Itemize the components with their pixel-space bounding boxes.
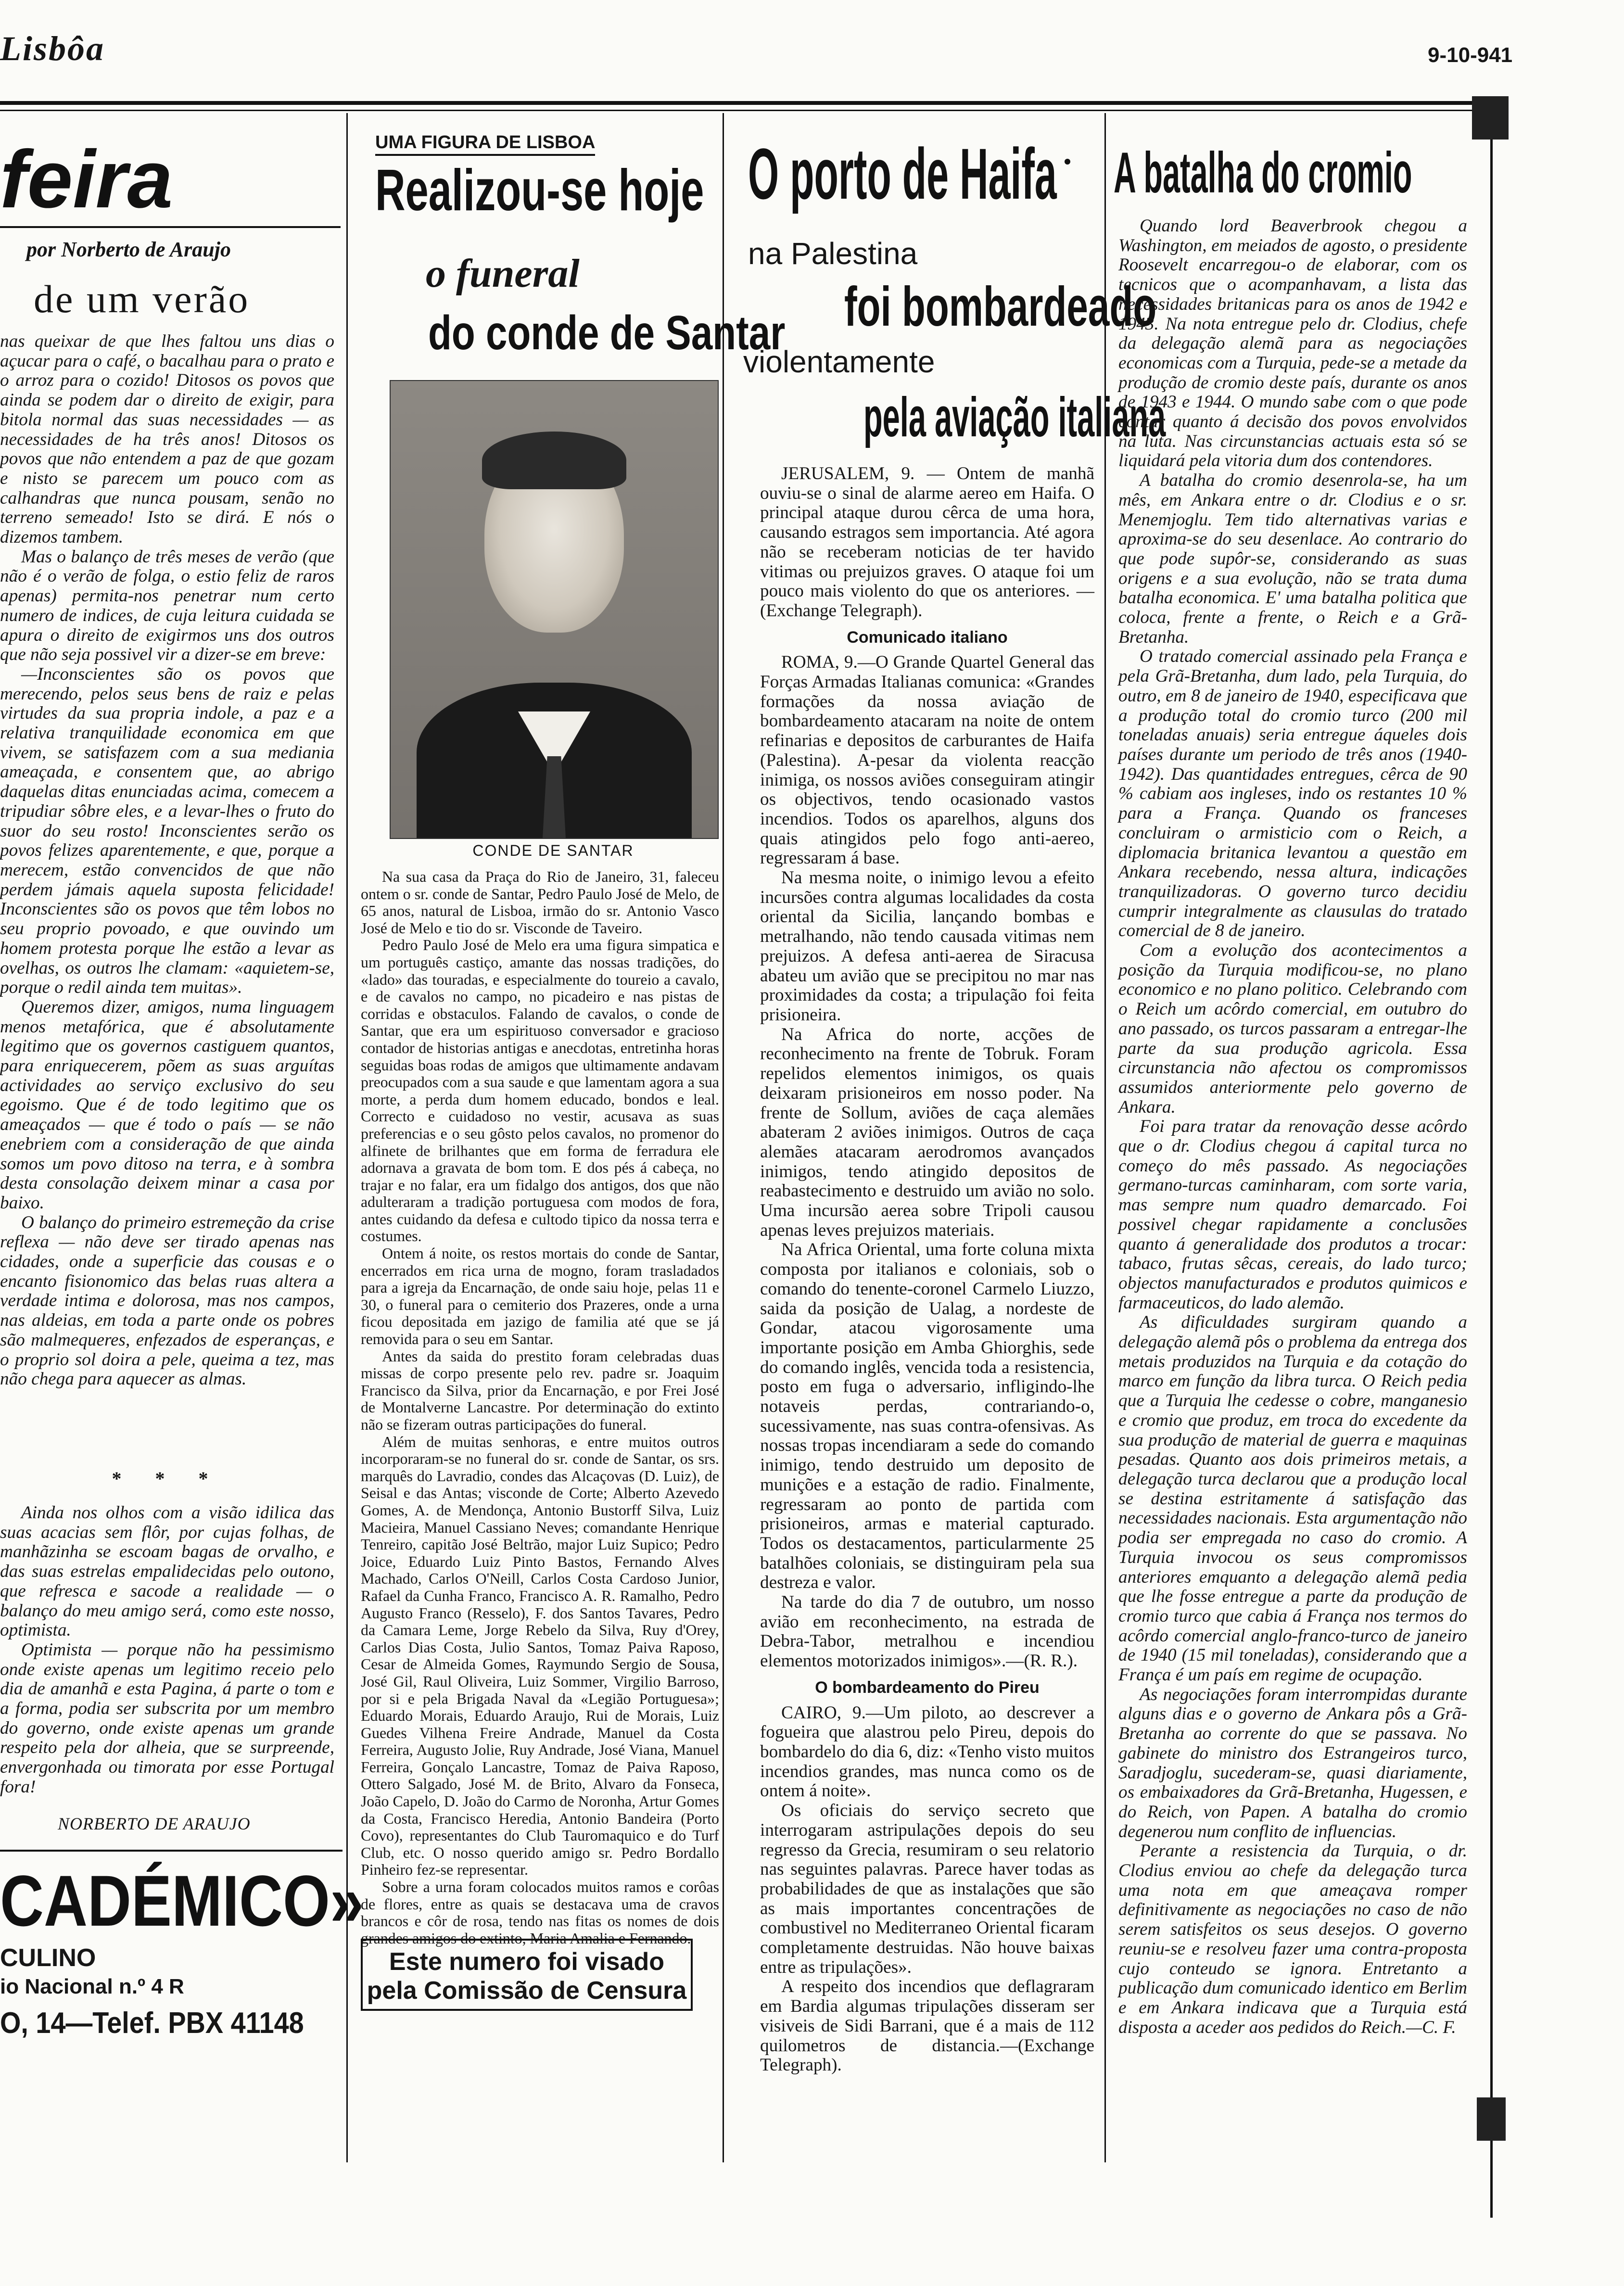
- masthead-rule: [0, 101, 1506, 105]
- masthead-date: 9-10-941: [1428, 43, 1513, 67]
- censor-box: [361, 1939, 693, 2011]
- col1-ad-rule: [0, 1850, 343, 1852]
- col4-paragraph: Perante a resistencia da Turquia, o dr. Clodius enviou ao chefe da delegação turca uma nota em que ameaçava romper definitivamente as negociações no caso de não serem satisfeitos os seus desejos. O governo reuniu-se e resolveu fazer uma contra-proposta cujo conteudo se ignora. Entretanto a publicação dum comunicado identico em Berlim e em Ankara indicava que a Turquia está disposta a aceder aos pedidos do Reich.—C. F.: [1118, 1841, 1467, 2037]
- col1-paragraph: —Inconscientes são os povos que merecendo, pelos seus bens de raiz e pelas virtudes da sua propria indole, a paz e a relativa tranquilidade economica em que vivem, se satisfazem com a sua mediania ameaçada, e consentem que, ao abrigo daquelas ditas enunciadas acima, comecem a tripudiar sôbre eles, e a levar-lhes o fruto do suor do seu rosto! Inconscientes serão os povos felizes aparentemente, e que, porque a merecem, estão convencidos de que não perdem jámais aquela suposta felicidade! Inconscientes são os povos que têm lobos no seu proprio povoado, e que ouvindo um homem protesta porque lhe estão a levar as ovelhas, os outros lhe clamam: «aquietem-se, porque o redil ainda tem muitas».: [0, 664, 334, 998]
- column-rule-2: [723, 113, 724, 2162]
- col1-body: [0, 332, 334, 1389]
- column-4: [1109, 113, 1474, 2182]
- col3-paragraph: Na mesma noite, o inimigo levou a efeito incursões contra algumas localidades da costa oriental da Sicilia, lançando bombas e metralhando, não tendo causada vitimas nem prejuizos. A defesa anti-aerea de Siracusa abateu um avião que se precipitou no mar nas proximidades da costa; a tripulação foi feita prisioneira.: [760, 868, 1094, 1025]
- col3-paragraph: Na Africa Oriental, uma forte coluna mixta composta por italianos e coloniais, sob o comando do tenente-coronel Carmelo Liuzzo, saida da posição de Ualag, a nordeste de Gondar, atacou vigorosamente uma importante posição em Amba Ghiorghis, sede do comando inglês, vencida toda a resistencia, posto em fuga o adversario, infligindo-lhe notaveis perdas, contrariando-o, sucessivamente, nas suas contra-ofensivas. As nossas tropas incendiaram a sede do comando inimigo, tendo destruido um deposito de munições e a estação de radio. Finalmente, regressaram ao ponto de partida com prisioneiros, armas e material capturado. Todos os destacamentos, particularmente 25 batalhões coloniais, se distinguiram pela sua destreza e valor.: [760, 1240, 1094, 1593]
- col2-paragraph: Além de muitas senhoras, e entre muitos outros incorporaram-se no funeral do sr. conde de Santar, os srs. marquês do Lavradio, condes das Alcaçovas (D. Luiz), de Seisal e das Antas; visconde de Corte; Alberto Azevedo Gomes, A. de Mendonça, Antonio Bustorff Silva, Luiz Macieira, Manuel Cassiano Neves; comandante Henrique Tenreiro, capitão José Beltrão, major Luiz Supico; Pedro Joice, Eduardo Luiz Pinto Bastos, Fernando Alves Machado, Carlos O'Neill, Carlos Costa Cardoso Junior, Rafael da Cunha Franco, Francisco A. R. Ramalho, Pedro Augusto Franco (Resselo), F. dos Santos Tavares, Pedro da Camara Leme, Jorge Rebelo da Silva, Ruy d'Orey, Carlos Dias Costa, Julio Santos, Tomaz Paiva Raposo, Cesar de Almeida Gomes, Raymundo Sergio de Sousa, José Gil, Raul Oliveira, Luiz Sommer, Virgilio Barroso, por si e pela Brigada Naval da «Legião Portuguesa»; Eduardo Morais, Eduardo Araujo, Rui de Morais, Luiz Guedes Vilhena Freire Andrade, Manuel da Costa Ferreira, Augusto Jolie, Ruy Andrade, José Viana, Manuel Ferreira, Gonçalo Lancastre, Tomaz de Paiva Raposo, Ottero Salgado, José M. de Brito, Alvaro da Fonseca, João Capelo, D. João do Carmo de Noronha, Artur Gomes da Costa, Francisco Heredia, Antonio Bandeira (Porto Covo), representantes do Club Tauromaquico e do Turf Club, etc. O nosso querido amigo sr. Pedro Bordallo Pinheiro fez-se representar.: [361, 1433, 719, 1879]
- column-rule-1: [346, 113, 348, 2162]
- col3-headline-4: violentamente: [743, 344, 935, 379]
- col3-paragraph: Na Africa do norte, acções de reconhecimento na frente de Tobruk. Foram repelidos elementos inimigos, os quais deixaram prisioneiros em nosso poder. Na frente de Sollum, aviões de caça alemães abateram 2 aviões inimigos. Outros de caça alemães atacaram aerodromos avançados inimigos, tendo atingido depositos de reabastecimento e destruido um avião no solo. Uma incursão aerea sobre Tripoli causou apenas leves prejuizos materiais.: [760, 1024, 1094, 1240]
- col4-paragraph: Foi para tratar da renovação desse acôrdo que o dr. Clodius chegou á capital turca no começo do mês passado. As negociações germano-turcas caminharam, com sorte varia, mas sempre num quadro demarcado. Foi possivel chegar rapidamente a conclusões quanto á generalidade dos produtos a trocar: tabaco, frutas sêcas, cereais, do lado turco; objectos manufacturados e produtos quimicos e farmaceuticos, do lado alemão.: [1118, 1117, 1467, 1313]
- page-edge-block-top: [1472, 96, 1509, 140]
- col3-paragraph: JERUSALEM, 9. — Ontem de manhã ouviu-se o sinal de alarme aereo em Haifa. O principal ataque durou cêrca de uma hora, causando estragos sem importancia. Até agora não se receberam noticias de ter havido vitimas ou prejuizos graves. O ataque foi um pouco mais violento do que os anteriores. —(Exchange Telegraph).: [760, 464, 1094, 621]
- col3-body: [760, 464, 1094, 2075]
- col2-paragraph: Ontem á noite, os restos mortais do conde de Santar, encerrados em rica urna de mogno, foram trasladados para a igreja da Encarnação, de onde saiu hoje, pelas 11 e 30, o funeral para o cemiterio dos Prazeres, onde a urna ficou depositada em jazigo de familia até que se já removida para o seu em Santar.: [361, 1245, 719, 1348]
- masthead-rule-thin: [0, 110, 1506, 111]
- col4-body: [1118, 216, 1467, 2037]
- col2-paragraph: Antes da saida do prestito foram celebradas duas missas de corpo presente pelo rev. padre sr. Joaquim Francisco da Silva, prior da Encarnação, e por Frei José de Montalverne Lancastre. Por determinação do extinto não se fizeram outras participações do funeral.: [361, 1347, 719, 1433]
- col2-paragraph: Sobre a urna foram colocados muitos ramos e corôas de flores, entre as quais se destacava uma de cravos brancos e côr de rosa, tendo nas fitas os nomes de dois grandes amigos do extinto, Maria Amalia e Fernando.: [361, 1879, 719, 1947]
- col1-paragraph: Mas o balanço de três meses de verão (que não é o verão de folga, o estio feliz de raros apenas) permita-nos penetrar num certo numero de indices, de cuja leitura cuidada se apura o direito de exigirmos uns dos outros que não seja possivel vir a dizer-se em breve:: [0, 546, 334, 665]
- masthead-paper-name: Lisbôa: [0, 29, 105, 68]
- col3-headline-1: O porto de Haifa: [748, 133, 1057, 214]
- col1-ad-line1: CULINO: [0, 1944, 96, 1972]
- col2-kicker: UMA FIGURA DE LISBOA: [375, 132, 595, 156]
- censor-box-line-1: Este numero foi visado: [389, 1948, 665, 1976]
- page-edge-rule: [1490, 140, 1493, 2218]
- col3-paragraph: ROMA, 9.—O Grande Quartel General das Forças Armadas Italianas comunica: «Grandes formações da nossa aviação de bombardeamento atacaram na noite de ontem refinarias e depositos de carburantes de Haifa (Palestina). A-pesar da violenta reacção inimiga, os nossos aviões conseguiram atingir os objectivos, tendo ocasionado vastos incendios. Todos os aparelhos, alguns dos quais atingidos pelo fogo anti-aereo, regressaram á base.: [760, 652, 1094, 868]
- col2-subhead-2: do conde de Santar: [428, 306, 786, 360]
- col1-heading-rule: [0, 226, 341, 228]
- col2-subhead-1: o funeral: [426, 251, 580, 296]
- column-3: [729, 113, 1166, 2182]
- col1-ad-line2: io Nacional n.º 4 R: [0, 1975, 184, 1998]
- col3-headline-5: pela aviação italiana: [863, 386, 1166, 448]
- col1-separator: * * *: [112, 1468, 223, 1489]
- col4-paragraph: Com a evolução dos acontecimentos a posição da Turquia modificou-se, no plano economico e no plano politico. Celebrando com o Reich um acôrdo comercial, em outubro do ano passado, os turcos passaram a entregar-lhe parte da sua produção agricola. Essa circunstancia não afectou os compromissos assumidos anteriormente pelo governo de Ankara.: [1118, 940, 1467, 1117]
- col3-headline-3: foi bombardeado: [844, 275, 1157, 338]
- col3-headline-2: na Palestina: [748, 236, 918, 271]
- photo-caption: CONDE DE SANTAR: [472, 842, 634, 859]
- col1-byline: por Norberto de Araujo: [26, 238, 231, 261]
- page-edge-block-bottom: [1477, 2097, 1506, 2141]
- col4-paragraph: O tratado comercial assinado pela França e pela Grã-Bretanha, dum lado, pela Turquia, do outro, em 8 de janeiro de 1940, especificava que a produção total do cromio turco (200 mil toneladas anuais) seria entregue áqueles dois países durante um periodo de três anos (1940-1942). Das quantidades entregues, cêrca de 90 % cabiam aos ingleses, indo os restantes 10 % para a França. Quando os franceses concluiram o armisticio com o Reich, a diplomacia britanica levantou a questão em Ankara recebendo, nessa altura, indicações tranquilizadoras. O governo turco decidiu cumprir integralmente as clausulas do tratado comercial de 8 de janeiro.: [1118, 647, 1467, 941]
- col2-paragraph: Pedro Paulo José de Melo era uma figura simpatica e um português castiço, amante das nossas tradições, do «lado» das touradas, e especialmente do toureio a cavalo, e de cavalos no campo, no picadeiro e nas pistas de corridas e obstaculos. Falando de cavalos, o conde de Santar, que era um espirituoso conversador e gracioso contador de historias antigas e anecdotas, entretinha horas seguidas boas rodas de amigos que ultimamente andavam preocupados com a sua saude e que lamentam agora a sua morte, a perda dum homem educado, bondos e leal. Correcto e cuidadoso no vestir, acusava as suas preferencias e o seu gôsto pelos cavalos, no promenor do alfinete de brilhantes que em forma de ferradura ele adornava a gravata de bom tom. E dos pés á cabeça, no trajar e no falar, era um fidalgo dos antigos, dos que não adulteraram a tradição portuguesa com modos de fora, antes cuidando da defesa e cultodo tipico da nossa terra e costumes.: [361, 937, 719, 1245]
- portrait-photo: [390, 380, 719, 839]
- col4-paragraph: As negociações foram interrompidas durante alguns dias e o governo de Ankara pôs a Grã-Bretanha ao corrente do que se passava. No gabinete do ministro dos Estrangeiros turco, Saradjoglu, sucederam-se, quasi diariamente, os embaixadores da Grã-Bretanha, Hugessen, e do Reich, von Papen. A batalha do cromio degenerou num conflito de influencias.: [1118, 1684, 1467, 1842]
- col3-dot: [1065, 159, 1070, 165]
- col2-body: [361, 868, 719, 1947]
- col4-headline: A batalha do cromio: [1114, 140, 1412, 205]
- masthead: [0, 0, 1624, 103]
- col4-paragraph: As dificuldades surgiram quando a delegação alemã pôs o problema da entrega dos metais produzidos na Turquia e da cotação do marco em função da libra turca. O Reich pedia que a Turquia lhe cedesse o cobre, manganesio e cromio que produz, em troca do excedente da sua produção de material de guerra e maquinas pesadas. Quanto aos dois primeiros metais, a delegação turca declarou que a produção local se destina estritamente á satisfação das necessidades nacionais. Esta argumentação não podia ser empregada no caso do cromio. A Turquia invocou os seus compromissos anteriores emquanto a delegação alemã pedia que lhe fosse entregue a parte da produção de cromio turco que cabia á França nos termos do acôrdo comercial anglo-franco-turco de janeiro de 1940 (15 mil toneladas), considerando que a França é um país em regime de ocupação.: [1118, 1312, 1467, 1685]
- col1-signature: NORBERTO DE ARAUJO: [58, 1814, 251, 1833]
- col4-paragraph: A batalha do cromio desenrola-se, ha um mês, em Ankara entre o dr. Clodius e o sr. Menemjoglu. Tem tido alternativas varias e aproxima-se do seu desenlace. Ao contrario do que pode supôr-se, considerando as suas origens e a sua evolução, não se trata duma batalha economica. E' uma batalha politica que coloca, frente a frente, o Reich e a Grã-Bretanha.: [1118, 470, 1467, 647]
- col3-paragraph: Os oficiais do serviço secreto que interrogaram astripulações depois do seu regresso da Grecia, resumiram o seu relatorio nas seguintes palavras. Parece haver todas as probabilidades de que as instalações que são as mais importantes concentrações de combustivel no Mediterraneo Oriental ficaram completamente destruidas. Não houve baixas entre as tripulações».: [760, 1801, 1094, 1977]
- col3-paragraph: Na tarde do dia 7 de outubro, um nosso avião em reconhecimento, na estrada de Debra-Tabor, metralhou e incendiou elementos motorizados inimigos».—(R. R.).: [760, 1592, 1094, 1671]
- col1-paragraph: O balanço do primeiro estremeção da crise reflexa — não deve ser tirado apenas nas cidades, onde a superficie das cousas e o encanto fisionomico das belas ruas altera a verdade intima e dolorosa, mas nos campos, nas aldeias, em toda a parte onde os pobres são malmequeres, enfezados de esperanças, e o proprio sol doira a pele, queima a tez, mas não chega para aquecer as almas.: [0, 1212, 334, 1389]
- col1-ad-title: CADÉMICO»: [0, 1860, 364, 1941]
- col1-paragraph: nas queixar de que lhes faltou uns dias o açucar para o café, o bacalhau para o prato e o arroz para o cozido! Ditosos os povos que ainda se podem dar o direito de exigir, para bitola normal das suas necessidades — as necessidades de ha três anos! Ditosos os povos que não entendem a paz de que gozam e nisto se parecem um pouco com as calhandras que nunca pousam, senão no terreno semeado! Isto se dirá. E nós o dizemos tambem.: [0, 331, 334, 547]
- col1-heading: feira: [0, 134, 173, 225]
- col1-paragraph: Optimista — porque não ha pessimismo onde existe apenas um legitimo receio pelo dia de amanhã e esta Pagina, á parte o tom e a forma, podia ser subscrita por um membro do governo, onde existe apenas um grande respeito pela dor alheia, que se surpreende, envergonhada ou timorata por esse Portugal fora!: [0, 1639, 334, 1797]
- col1-paragraph: Ainda nos olhos com a visão idilica das suas acacias sem flôr, por cujas folhas, de manhãzinha se escoam bagas de orvalho, e das suas estrelas empalidecidas pelo outono, que refresca e sacode a realidade — o balanço do meu amigo será, como este nosso, optimista.: [0, 1503, 334, 1640]
- censor-box-line-2: pela Comissão de Censura: [367, 1977, 687, 2005]
- col3-subhead-b: O bombardeamento do Pireu: [815, 1678, 1040, 1697]
- portrait-hair: [482, 432, 626, 489]
- col3-paragraph: A respeito dos incendios que deflagraram em Bardia algumas tripulações disseram ser visiveis de Sidi Barrani, que é a mais de 112 quilometros de distancia.—(Exchange Telegraph).: [760, 1977, 1094, 2075]
- col4-paragraph: Quando lord Beaverbrook chegou a Washington, em meiados de agosto, o presidente Roosevelt encarregou-o de elaborar, com os tecnicos que o acompanhavam, a lista das necessidades britanicas para os anos de 1942 e 1943. Na nota entregue pelo dr. Clodius, chefe da delegação alemã para as negociações economicas com a Turquia, pede-se a metade da produção de cromio deste país, durante os anos de 1943 e 1944. O mundo sabe com o que pode contar quanto á decisão dos povos envolvidos na luta. Nas circunstancias actuais esta só se liquidará pela vitoria dum dos contendores.: [1118, 216, 1467, 471]
- column-2: [351, 113, 786, 2182]
- col2-paragraph: Na sua casa da Praça do Rio de Janeiro, 31, faleceu ontem o sr. conde de Santar, Pedro Paulo José de Melo, de 65 anos, natural de Lisboa, irmão do sr. Antonio Vasco José de Melo e tio do sr. Visconde de Taveiro.: [361, 868, 719, 937]
- column-1: [0, 113, 364, 2182]
- col3-subhead-a: Comunicado italiano: [847, 628, 1008, 647]
- col1-subheading: de um verão: [34, 277, 250, 321]
- col2-headline: Realizou-se hoje: [375, 157, 704, 223]
- col1-ad-line3: O, 14—Telef. PBX 41148: [0, 2007, 304, 2040]
- col1-paragraph: Queremos dizer, amigos, numa linguagem menos metafórica, que é absolutamente legitimo que os governos castiguem quantos, para enriquecerem, põem as suas arguítas actividades ao serviço exclusivo do seu egoismo. Que é de todo legitimo que os ameaçados — que é todo o país — se não enebriem com a consideração de que ainda somos um povo ditoso na terra, e à sombra desta consolação deixem minar a casa por baixo.: [0, 997, 334, 1213]
- col1-body-2: [0, 1503, 334, 1797]
- col3-paragraph: CAIRO, 9.—Um piloto, ao descrever a fogueira que alastrou pelo Pireu, depois do bombardelo do dia 6, diz: «Tenho visto muitos incendios grandes, mas nunca como os de ontem á noite».: [760, 1702, 1094, 1801]
